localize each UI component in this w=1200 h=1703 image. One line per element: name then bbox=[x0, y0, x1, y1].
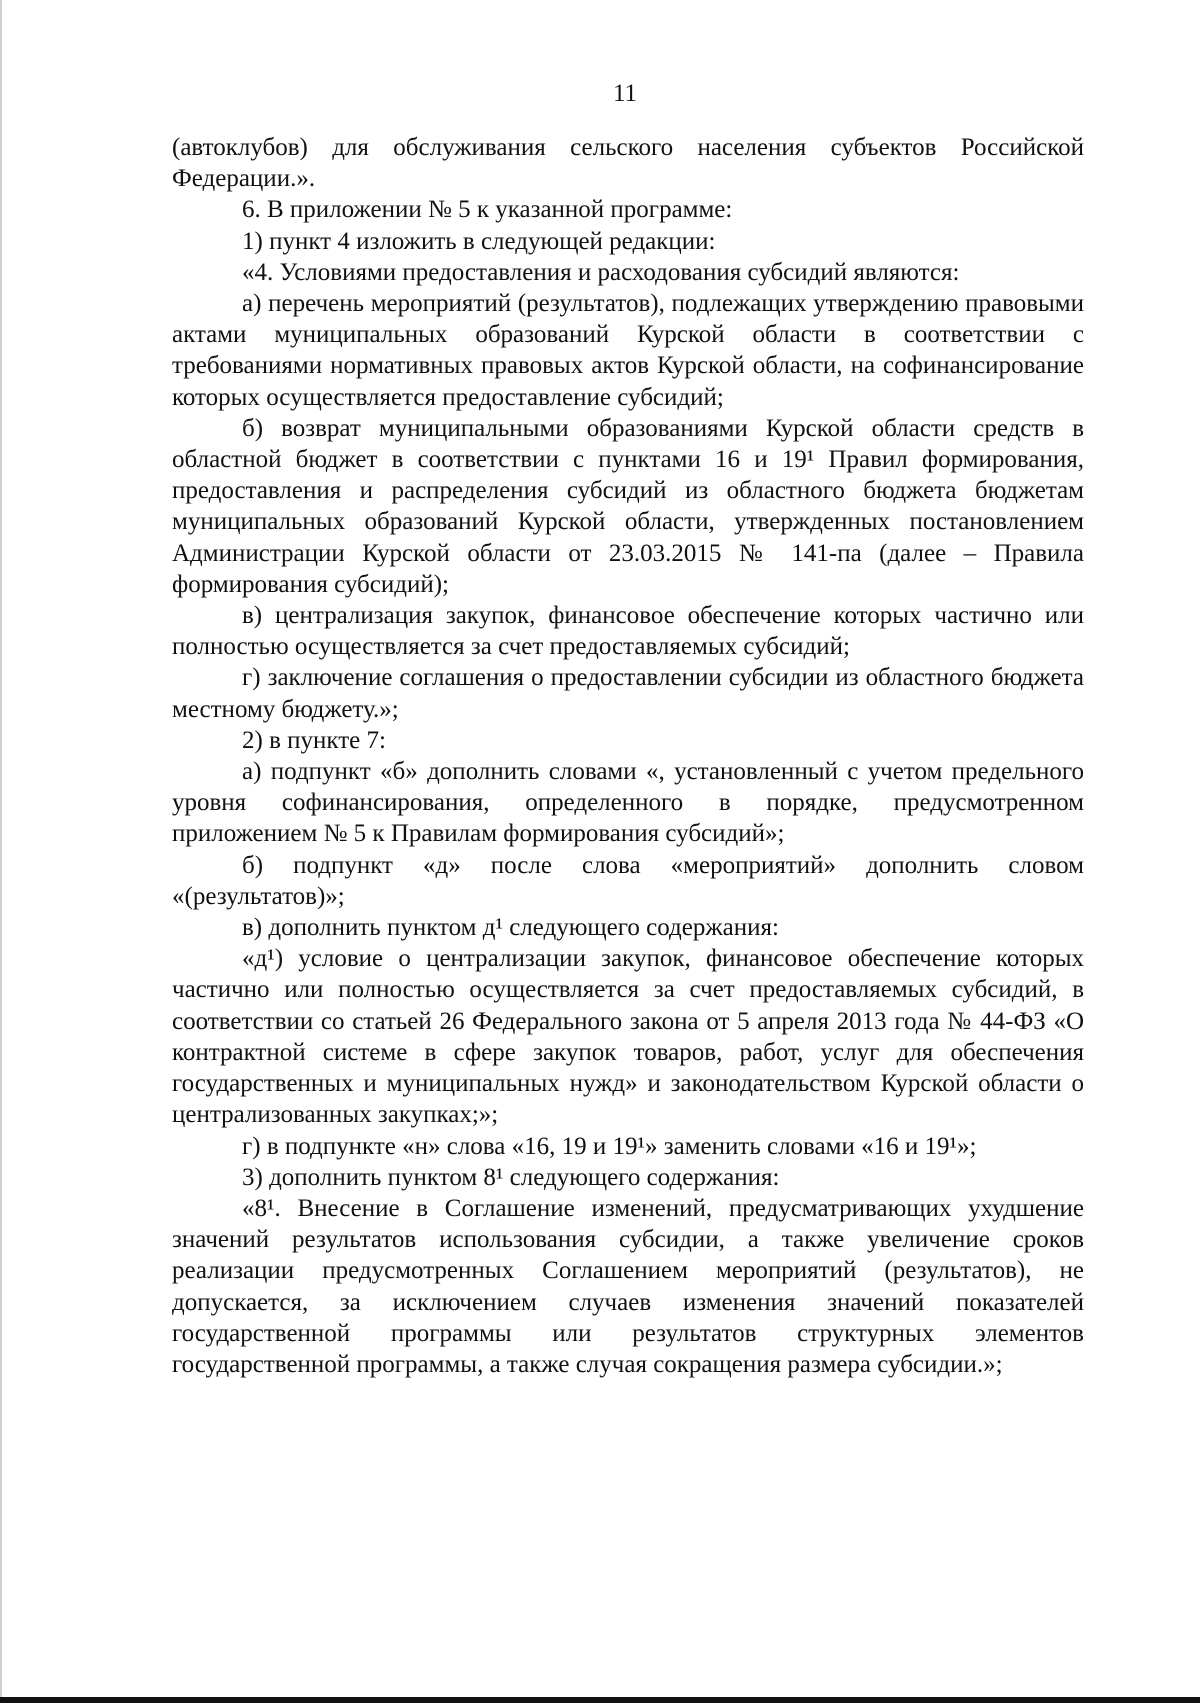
page-number: 11 bbox=[612, 80, 638, 107]
paragraph: а) перечень мероприятий (результатов), подлежащих утверждению правовыми актами муниципальных образований Курской области в соответствии с требованиями нормативных правовых актов Курской области, на софинансирование которых осуществляется предоставление субсидий; bbox=[172, 290, 1084, 411]
paragraph: 6. В приложении № 5 к указанной программе: bbox=[242, 196, 733, 224]
paragraph: «д¹) условие о централизации закупок, финансовое обеспечение которых частично или полностью осуществляется за счет предоставляемых субсидий, в соответствии со статьей 26 Федерального закона от 5 апреля 2013 года № 44-ФЗ «О контрактной системе в сфере закупок товаров, работ, услуг для обеспечения государственных и муниципальных нужд» и законодательством Курской области о централизованных закупках;»; bbox=[172, 945, 1084, 1129]
document-body bbox=[172, 132, 1084, 1380]
paragraph: 3) дополнить пунктом 8¹ следующего содержания: bbox=[242, 1163, 780, 1191]
scan-bottom-edge bbox=[0, 1697, 1200, 1703]
paragraph: б) подпункт «д» после слова «мероприятий» дополнить словом «(результатов)»; bbox=[172, 851, 1084, 910]
scan-left-edge bbox=[0, 0, 2, 1703]
paragraph: «8¹. Внесение в Соглашение изменений, предусматривающих ухудшение значений результатов использования субсидии, а также увеличение сроков реализации предусмотренных Соглашением мероприятий (результатов), не допускается, за исключением случаев изменения значений показателей государственной программы или результатов структурных элементов государственной программы, а также случая сокращения размера субсидии.»; bbox=[172, 1194, 1084, 1378]
paragraph: в) дополнить пунктом д¹ следующего содержания: bbox=[242, 914, 779, 942]
paragraph: 1) пункт 4 изложить в следующей редакции: bbox=[242, 227, 716, 255]
paragraph: г) заключение соглашения о предоставлении субсидии из областного бюджета местному бюджету.»; bbox=[172, 664, 1084, 723]
paragraph: а) подпункт «б» дополнить словами «, установленный с учетом предельного уровня софинансирования, определенного в порядке, предусмотренном приложением № 5 к Правилам формирования субсидий»; bbox=[172, 758, 1084, 848]
paragraph: «4. Условиями предоставления и расходования субсидий являются: bbox=[242, 258, 960, 286]
paragraph: г) в подпункте «н» слова «16, 19 и 19¹» заменить словами «16 и 19¹»; bbox=[242, 1132, 977, 1160]
paragraph: 2) в пункте 7: bbox=[242, 726, 386, 754]
paragraph: б) возврат муниципальными образованиями Курской области средств в областной бюджет в соответствии с пунктами 16 и 19¹ Правил формирования, предоставления и распределения субсидий из областного бюджета бюджетам муниципальных образований Курской области, утвержденных постановлением Администрации Курской области от 23.03.2015 № 141-па (далее – Правила формирования субсидий); bbox=[172, 414, 1084, 598]
paragraph: (автоклубов) для обслуживания сельского населения субъектов Российской Федерации.». bbox=[172, 134, 1084, 193]
paragraph: в) централизация закупок, финансовое обеспечение которых частично или полностью осуществляется за счет предоставляемых субсидий; bbox=[172, 602, 1084, 661]
